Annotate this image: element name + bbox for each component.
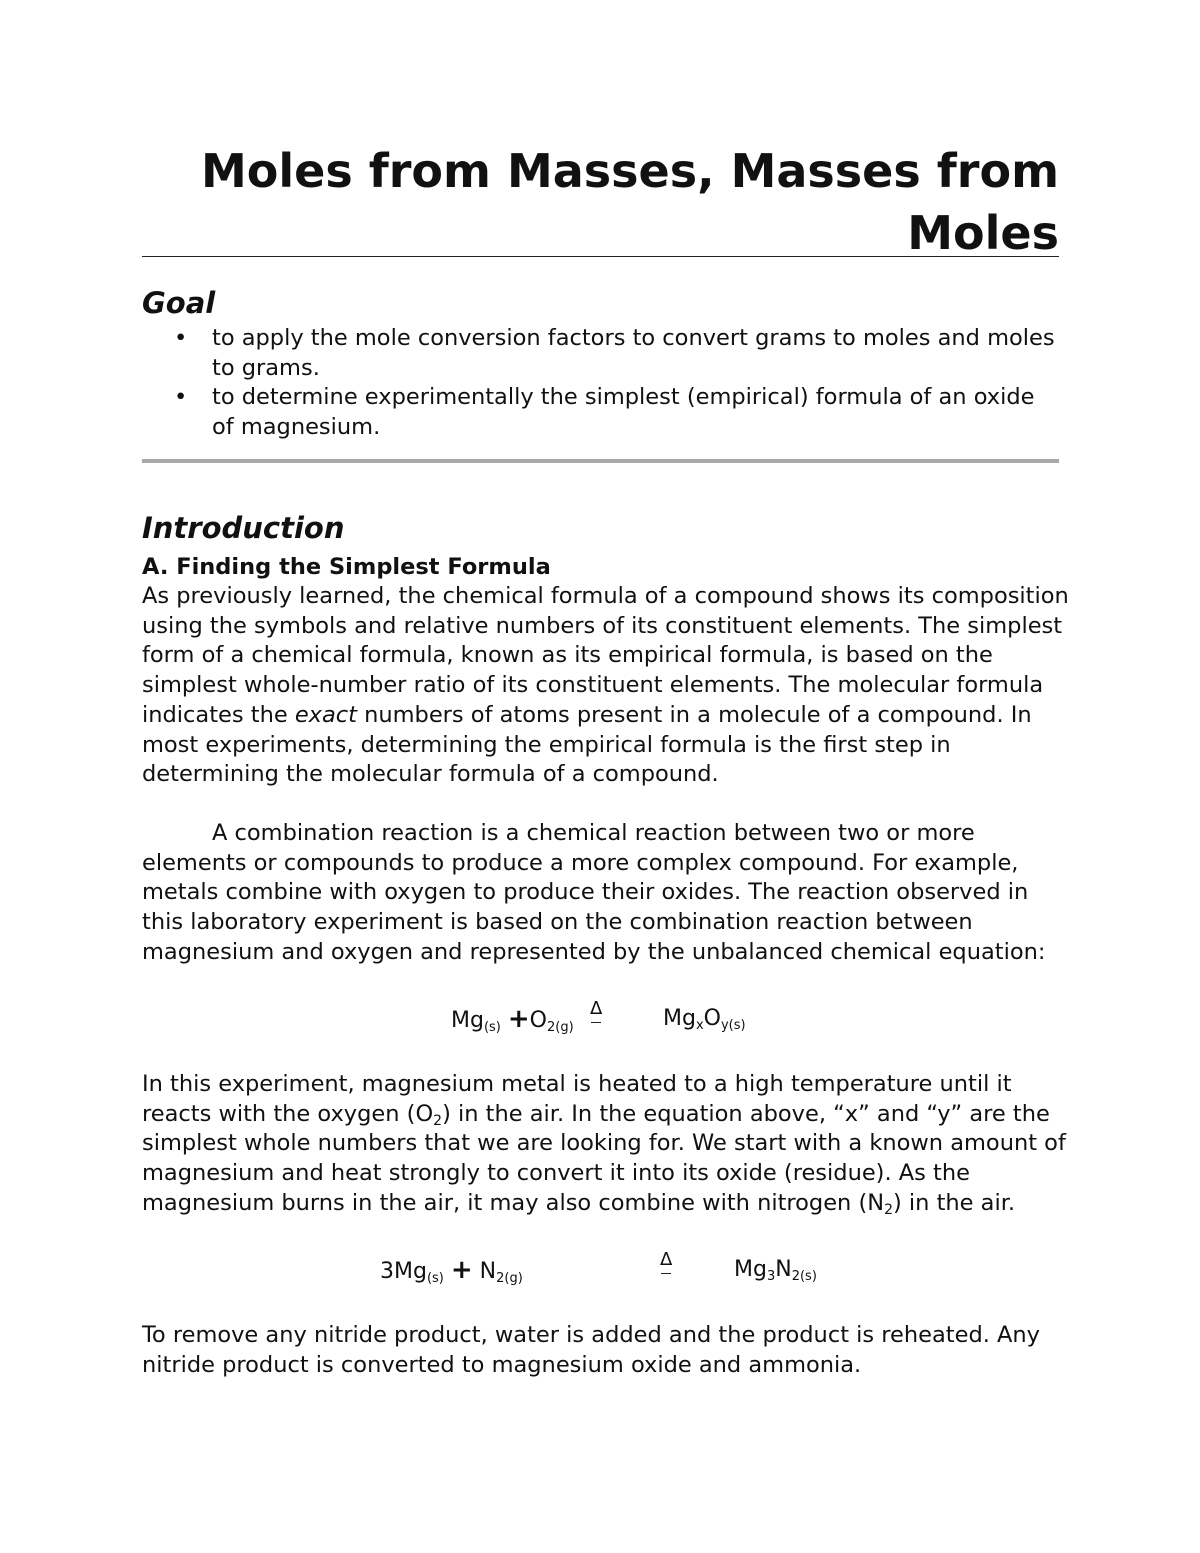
eq-subscript: x — [695, 1018, 704, 1033]
paragraph-nitride-removal: To remove any nitride product, water is added and the product is reheated. Any nitride product is converted to magnesium oxide and ammonia. — [142, 1322, 1041, 1378]
title-line-1: Moles from Masses, Masses from — [200, 144, 1059, 198]
section-divider — [142, 459, 1059, 463]
eq-reactant: 3Mg — [380, 1259, 427, 1284]
goal-item — [142, 324, 1059, 383]
chemical-equation-2 — [380, 1255, 523, 1287]
introduction-heading: Introduction — [142, 511, 345, 545]
goal-heading: Goal — [142, 286, 216, 320]
title-underline — [142, 256, 1059, 257]
delta-symbol: Δ — [660, 1249, 673, 1270]
title-line-2: Moles — [907, 206, 1059, 260]
eq-plus: + — [507, 1004, 530, 1034]
eq-reactant: Mg — [451, 1008, 484, 1033]
eq-subscript: 2(g) — [496, 1271, 523, 1286]
paragraph-experiment — [142, 1070, 1072, 1219]
emphasis-text: exact — [294, 701, 357, 728]
goal-list — [142, 324, 1059, 443]
heat-delta-icon — [590, 1000, 602, 1023]
bullet-icon: • — [174, 325, 188, 351]
arrow-bar — [661, 1273, 671, 1274]
eq-reactant: N — [479, 1259, 497, 1284]
eq-subscript: 3 — [766, 1269, 776, 1284]
eq-reactant: O — [529, 1008, 547, 1033]
eq-plus: + — [450, 1255, 473, 1285]
chemical-equation-1 — [451, 1004, 574, 1036]
bullet-icon: • — [174, 384, 188, 411]
inline-subscript: 2 — [433, 1112, 443, 1129]
paragraph-text: In this experiment, magnesium metal is heated to a high temperature until it reacts with the oxygen (O — [142, 1071, 1012, 1127]
paragraph-text: ) in the air. — [893, 1189, 1016, 1216]
goal-item-text: to apply the mole conversion factors to convert grams to moles and moles to grams. — [212, 325, 1055, 381]
paragraph-combination-reaction — [142, 819, 1072, 968]
paragraph-text: ) in the air. In the equation above, “x” and “y” are the simplest whole numbers that we are looking for. We start with a known amount of magnesium and heat strongly to convert it into its oxide (residue). As the magnesium burns in the air, it may also combine with nitrogen (N — [142, 1100, 1066, 1216]
eq-product: N — [775, 1257, 792, 1282]
goal-item-text: to determine experimentally the simplest (empirical) formula of an oxide of magnesium. — [212, 384, 1035, 441]
eq-state: (s) — [483, 1020, 501, 1035]
paragraph-text: A combination reaction is a chemical reaction between two or more elements or compounds to produce a more complex compound. For example, metals combine with oxygen to produce their oxides. The reaction observed in this laboratory experiment is based on the combination reaction between magnesium and oxygen and represented by the unbalanced chemical equation: — [142, 820, 1046, 965]
paragraph-text: numbers of atoms present in a molecule of a compound. In most experiments, determining the empirical formula is the first step in determining the molecular formula of a compound. — [142, 701, 1032, 788]
inline-subscript: 2 — [884, 1201, 893, 1218]
arrow-bar — [591, 1022, 601, 1023]
heat-delta-icon — [660, 1251, 672, 1274]
delta-symbol: Δ — [590, 998, 603, 1019]
goal-item — [142, 383, 1059, 442]
eq-state: (s) — [426, 1271, 444, 1286]
eq-product: O — [703, 1006, 721, 1031]
eq-subscript: 2(s) — [791, 1269, 817, 1284]
chemical-equation-1-product — [663, 1004, 746, 1034]
paragraph-simplest-formula — [142, 582, 1072, 790]
eq-product: Mg — [663, 1006, 696, 1031]
subsection-heading: A. Finding the Simplest Formula — [142, 554, 551, 580]
chemical-equation-2-product — [734, 1255, 817, 1285]
eq-subscript: 2(g) — [547, 1020, 574, 1035]
paragraph-text: As previously learned, the chemical formula of a compound shows its composition using the symbols and relative numbers of its constituent elements. The simplest form of a chemical formula, known as its empirical formula, is based on the simplest whole-number ratio of its constituent elements. The molecular formula indicates the — [142, 583, 1069, 728]
document-title — [142, 140, 1059, 264]
eq-product: Mg — [734, 1257, 767, 1282]
eq-subscript: y(s) — [720, 1018, 746, 1033]
